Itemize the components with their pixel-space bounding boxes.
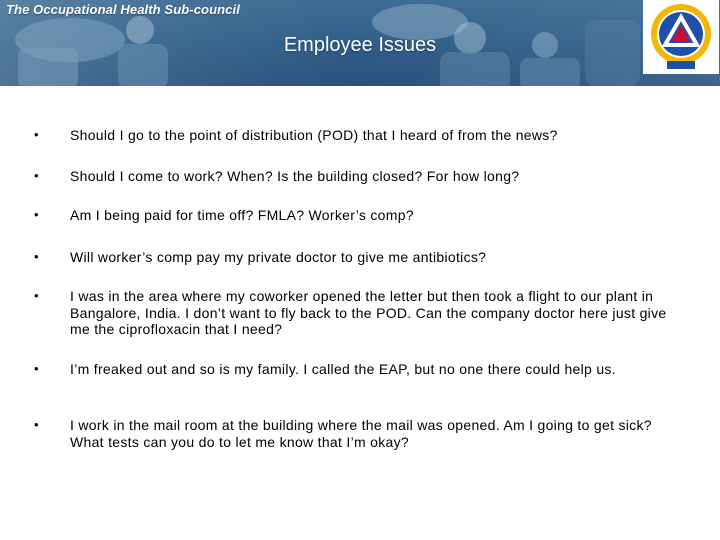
bullet-text: Should I go to the point of distribution (POD) that I heard of from the news? <box>70 127 558 143</box>
bullet-glyph: • <box>34 207 39 222</box>
bullet-text: I was in the area where my coworker opened the letter but then took a flight to our plant in Bangalore, India. I don’t want to fly back to the POD. Can the company doctor here just give me the ciprofloxacin that I need? <box>70 288 667 337</box>
bullet-text: I work in the mail room at the building where the mail was opened. Am I going to get sick? What tests can you do to let me know that I’m okay? <box>70 417 652 450</box>
bullet-text: Am I being paid for time off? FMLA? Worker’s comp? <box>70 207 414 223</box>
bullet-glyph: • <box>34 249 39 264</box>
bullet-text: I’m freaked out and so is my family. I called the EAP, but no one there could help us. <box>70 361 616 377</box>
bullet-glyph: • <box>34 288 39 303</box>
bullet-text: Will worker’s comp pay my private doctor to give me antibiotics? <box>70 249 487 265</box>
bullet-glyph: • <box>34 417 39 432</box>
page-title: Employee Issues <box>283 34 437 56</box>
bullet-text: Should I come to work? When? Is the building closed? For how long? <box>70 168 520 184</box>
bullet-glyph: • <box>34 168 39 183</box>
subtitle: The Occupational Health Sub-council <box>6 2 240 17</box>
bullet-glyph: • <box>34 127 39 142</box>
bullet-glyph: • <box>34 361 39 376</box>
